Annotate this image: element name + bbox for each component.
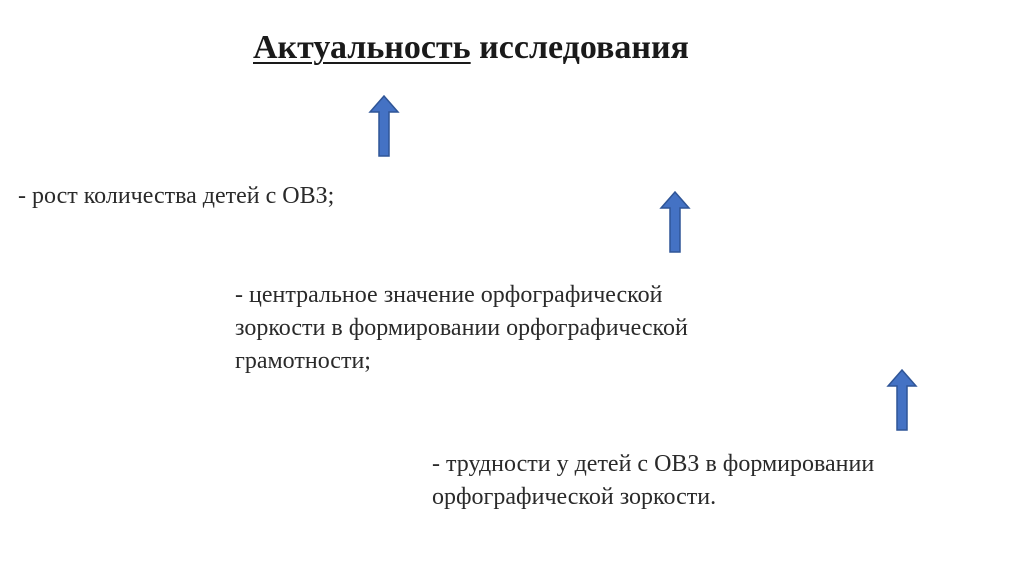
list-item-line: - рост количества детей с ОВЗ; bbox=[18, 183, 335, 209]
list-item bbox=[235, 279, 835, 378]
title-rest: исследования bbox=[470, 29, 689, 66]
list-item-line: грамотности; bbox=[235, 348, 371, 374]
list-item-line: - центральное значение орфографической bbox=[235, 282, 663, 308]
list-item-line: орфографической зоркости. bbox=[432, 484, 717, 510]
list-item-line: - трудности у детей с ОВЗ в формировании bbox=[432, 451, 875, 477]
slide-title bbox=[253, 28, 689, 69]
list-item-line: зоркости в формировании орфографической bbox=[235, 315, 688, 341]
title-underlined-word: Актуальность bbox=[253, 29, 471, 66]
list-item bbox=[432, 448, 1002, 514]
arrow-up-icon bbox=[659, 190, 691, 254]
arrow-up-icon bbox=[368, 94, 400, 158]
arrow-up-icon bbox=[886, 368, 918, 432]
list-item bbox=[18, 180, 478, 213]
